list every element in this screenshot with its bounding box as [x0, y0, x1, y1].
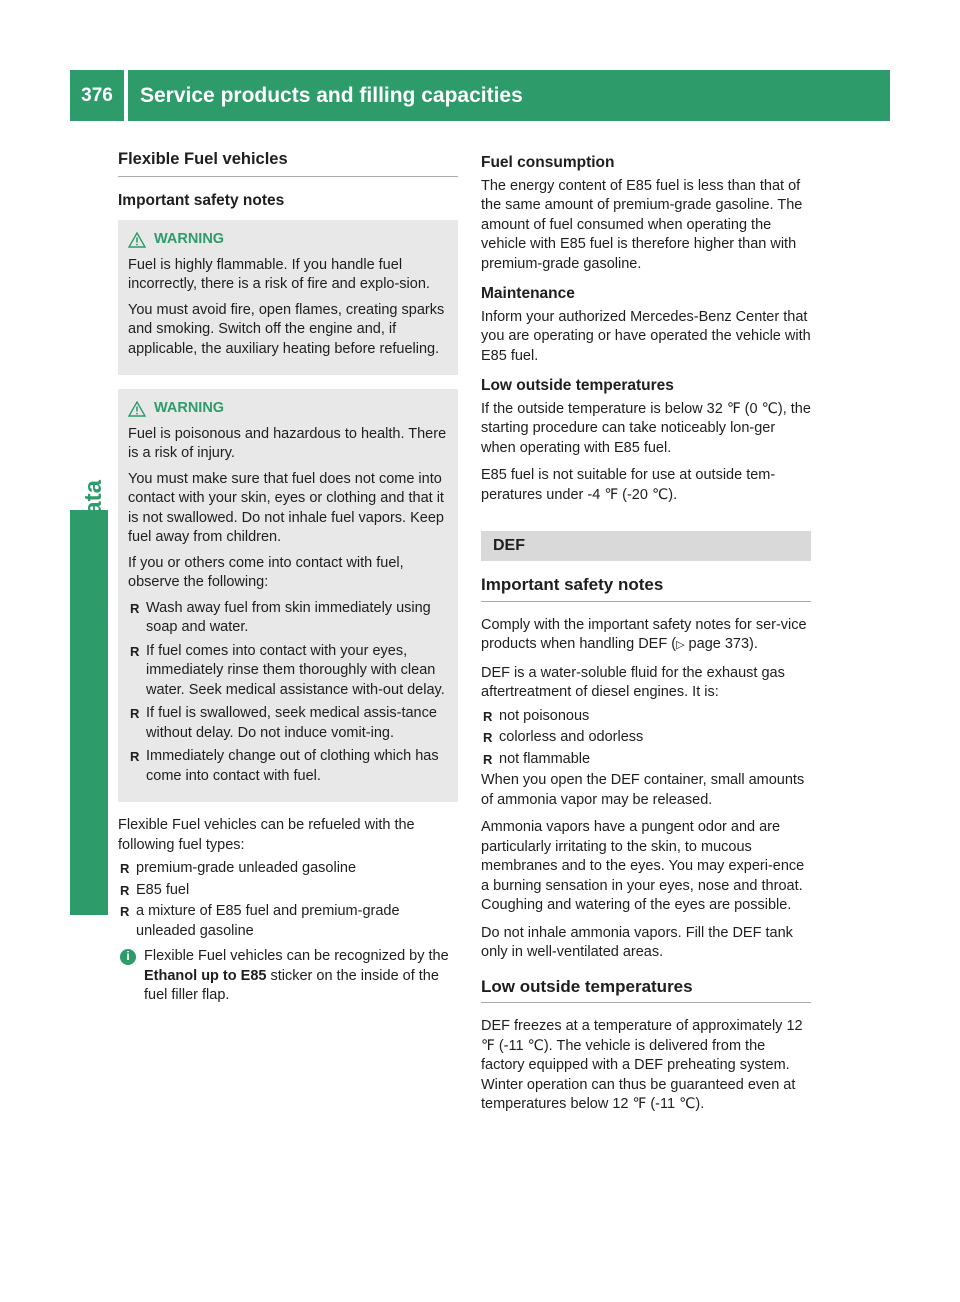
warning-text: You must make sure that fuel does not come into contact with your skin, eyes or clothing and that it is not swallowed. Do not inhale fuel vapors. Keep fuel away from children. [128, 470, 444, 545]
warning-text: You must avoid fire, open flames, creating sparks and smoking. Switch off the engine and, if applicable, the auxiliary heating before refueling. [128, 301, 445, 357]
section-divider [481, 601, 811, 602]
warning-box-poisonous [118, 389, 458, 802]
subsection-title-safety: Important safety notes [118, 191, 285, 209]
side-tab-label-text: Technical data [80, 480, 107, 645]
info-text-part: Flexible Fuel vehicles can be recognized by the [144, 948, 449, 964]
info-text-part: sticker on the inside of the fuel filler flap. [144, 967, 439, 1003]
warning-header [128, 399, 450, 419]
chapter-title [128, 70, 890, 121]
low-temp-text: E85 fuel is not suitable for use at outside tem-peratures under -4 ℉ (-20 ℃). [481, 467, 776, 503]
fuel-types-list [118, 859, 458, 941]
warning-header [128, 230, 450, 250]
list-item: R If fuel is swallowed, seek medical assis-tance without delay. Do not induce vomit-ing. [128, 704, 450, 743]
list-item: R Immediately change out of clothing which has come into contact with fuel. [128, 747, 450, 786]
list-item: R a mixture of E85 fuel and premium-grade unleaded gasoline [118, 902, 458, 941]
def-low-temp-text: DEF freezes at a temperature of approximately 12 ℉ (-11 ℃). The vehicle is delivered from the factory equipped with a DEF preheating system. Winter operation can thus be guaranteed even at temperatures below 12 ℉ (-11 ℃). [481, 1018, 803, 1112]
fuel-consumption-text: The energy content of E85 fuel is less than that of the same amount of premium-grade gasoline. The amount of fuel consumed when operating the vehicle with E85 fuel is therefore higher than with premium-grade gasoline. [481, 177, 803, 272]
def-properties-list [481, 707, 811, 770]
warning-text: Fuel is poisonous and hazardous to health. There is a risk of injury. [128, 425, 447, 461]
def-text: Ammonia vapors have a pungent odor and are particularly irritating to the skin, to mucous membranes and to the eyes. You may experi-ence a burning sensation in your eyes, nose and throat. Coughing and watering of the eyes are possible. [481, 819, 805, 913]
list-item: R not poisonous [481, 707, 811, 727]
def-safety-text-part: Comply with the important safety notes for ser-vice products when handling DEF ( [481, 616, 807, 652]
info-text [144, 947, 458, 1006]
list-item: R premium-grade unleaded gasoline [118, 859, 458, 879]
list-item: R E85 fuel [118, 881, 458, 901]
def-text: When you open the DEF container, small amounts of ammonia vapor may be released. [481, 772, 805, 808]
heading-low-temperatures: Low outside temperatures [481, 377, 674, 394]
section-title-flexible-fuel: Flexible Fuel vehicles [118, 150, 288, 168]
low-temp-text: If the outside temperature is below 32 ℉ (0 ℃), the starting procedure can take noticeably lon-ger when operating with E85 fuel. [481, 400, 811, 456]
warning-box-flammable [118, 220, 458, 375]
right-column [481, 150, 811, 1123]
warning-triangle-icon [128, 401, 146, 417]
warning-text: If you or others come into contact with fuel, observe the following: [128, 554, 404, 590]
list-item: R If fuel comes into contact with your eyes, immediately rinse them thoroughly with clean water. Seek medical assistance with-out delay. [128, 642, 450, 701]
list-item: R not flammable [481, 750, 811, 770]
section-divider [118, 176, 458, 177]
left-column [118, 150, 458, 1006]
list-item: R colorless and odorless [481, 728, 811, 748]
warning-label: WARNING [154, 231, 225, 247]
info-icon: i [120, 949, 136, 965]
warning-text: Fuel is highly flammable. If you handle fuel incorrectly, there is a risk of fire and explo-sion. [128, 256, 430, 292]
list-item: R Wash away fuel from skin immediately using soap and water. [128, 599, 450, 638]
section-divider [481, 1002, 811, 1003]
side-tab-label [80, 480, 110, 760]
heading-fuel-consumption: Fuel consumption [481, 154, 615, 171]
warning-label: WARNING [154, 400, 225, 416]
def-description: DEF is a water-soluble fluid for the exhaust gas aftertreatment of diesel engines. It is: [481, 664, 785, 700]
warning-triangle-icon [128, 232, 146, 248]
def-text: Do not inhale ammonia vapors. Fill the DEF tank only in well-ventilated areas. [481, 924, 793, 960]
def-safety-title: Important safety notes [481, 575, 664, 594]
def-low-temp-title: Low outside temperatures [481, 976, 693, 996]
info-note [118, 947, 458, 1006]
first-aid-list [128, 599, 450, 787]
chapter-title-text: Service products and filling capacities [140, 83, 523, 107]
heading-maintenance: Maintenance [481, 285, 575, 302]
page-reference-arrow-icon: ▷ [676, 639, 685, 651]
fuel-types-intro: Flexible Fuel vehicles can be refueled with the following fuel types: [118, 817, 415, 853]
maintenance-text: Inform your authorized Mercedes-Benz Center that you are operating or have operated the vehicle with E85 fuel. [481, 308, 811, 364]
page-number: 376 [70, 70, 124, 121]
def-section-title: DEF [493, 537, 525, 555]
page-reference[interactable]: page 373). [684, 636, 758, 652]
def-section-box [481, 531, 811, 561]
def-safety-text [481, 616, 811, 656]
sticker-name: Ethanol up to E85 [144, 967, 267, 984]
